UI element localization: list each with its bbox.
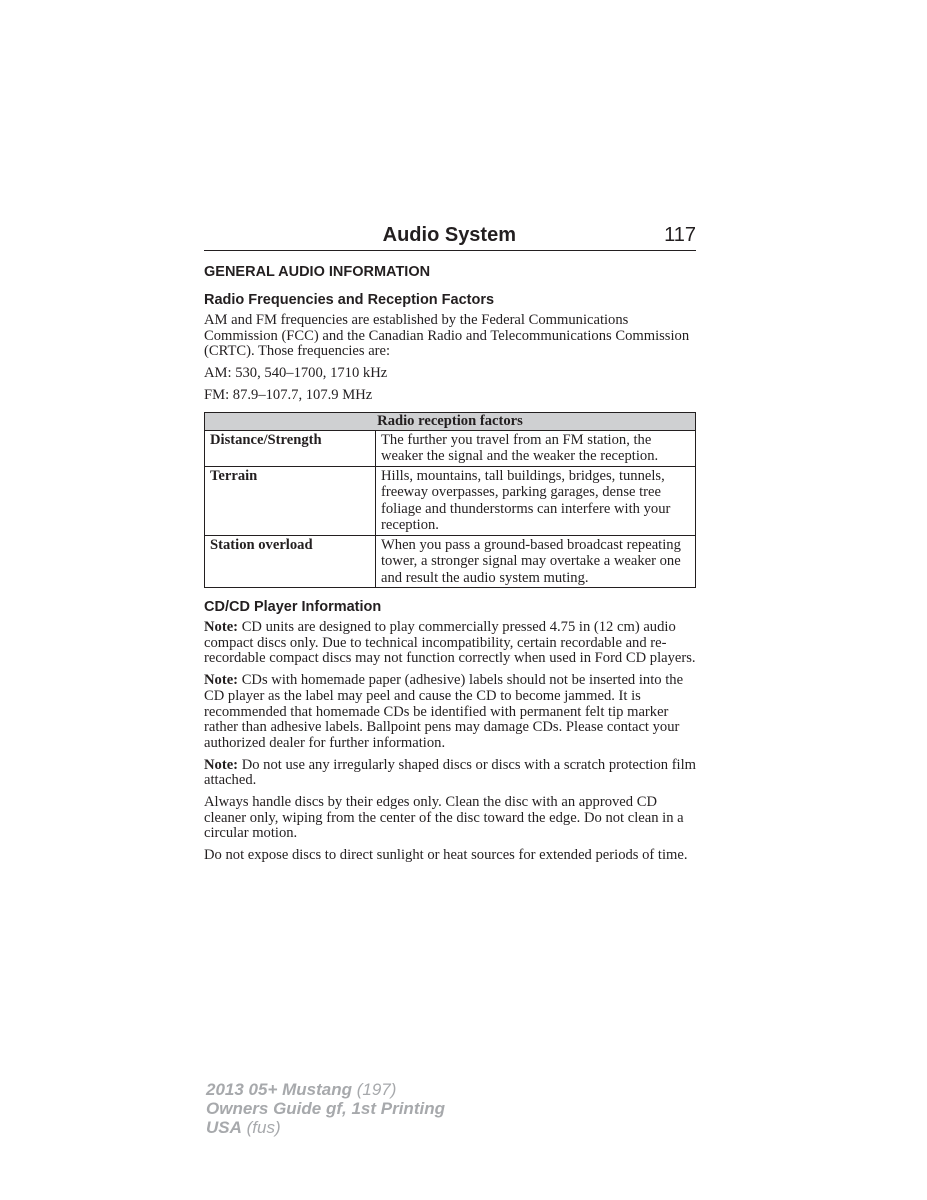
cd-subsection-title: CD/CD Player Information	[204, 599, 382, 616]
note-paragraph	[204, 620, 696, 667]
disc-handling-paragraph: Always handle discs by their edges only. Clean the disc with an approved CD cleaner only, wiping from the center of the disc toward the edge. Do not clean in a circular motion.	[204, 794, 684, 842]
table-header: Radio reception factors	[205, 412, 696, 430]
footer-market-code: (fus)	[241, 1118, 281, 1137]
footer-guide: Owners Guide gf, 1st Printing	[206, 1099, 445, 1118]
note-label: Note:	[204, 756, 239, 773]
note-label: Note:	[204, 619, 239, 636]
print-footer	[206, 1080, 445, 1137]
note-text: CD units are designed to play commercially pressed 4.75 in (12 cm) audio compact discs only. Due to technical incompatibility, certain recordable and re-recordable compact discs may not function correctly when used in Ford CD players.	[204, 619, 696, 667]
row-text: When you pass a ground-based broadcast repeating tower, a stronger signal may overtake a weaker one and result the audio system muting.	[376, 535, 696, 588]
radio-intro-paragraph: AM and FM frequencies are established by the Federal Communications Commission (FCC) and the Canadian Radio and Telecommunications Commission (CRTC). Those frequencies are:	[204, 312, 690, 360]
page-number: 117	[664, 224, 696, 246]
footer-model-code: (197)	[352, 1080, 397, 1099]
row-text: Hills, mountains, tall buildings, bridges, tunnels, freeway overpasses, parking garages, dense tree foliage and thunderstorms can interfere with your reception.	[376, 466, 696, 535]
chapter-title: Audio System	[382, 224, 516, 246]
note-paragraph	[204, 758, 696, 789]
section-title: GENERAL AUDIO INFORMATION	[204, 264, 431, 280]
reception-factors-table	[204, 412, 696, 589]
note-text: CDs with homemade paper (adhesive) labels should not be inserted into the CD player as the label may peel and cause the CD to become jammed. It is recommended that homemade CDs be identified with permanent felt tip marker rather than adhesive labels. Ballpoint pens may damage CDs. Please contact your authorized dealer for further information.	[204, 672, 684, 751]
disc-storage-paragraph: Do not expose discs to direct sunlight or heat sources for extended periods of time.	[204, 847, 688, 864]
footer-model: 2013 05+ Mustang	[206, 1080, 352, 1099]
page-content	[204, 222, 696, 870]
row-label: Distance/Strength	[205, 430, 376, 466]
am-frequencies: AM: 530, 540–1700, 1710 kHz	[204, 365, 388, 382]
footer-market: USA	[206, 1118, 242, 1137]
table-header-row	[205, 412, 696, 430]
radio-subsection-title: Radio Frequencies and Reception Factors	[204, 292, 495, 308]
page-header	[204, 222, 696, 251]
note-label: Note:	[204, 672, 239, 689]
note-text: Do not use any irregularly shaped discs or discs with a scratch protection film attached.	[204, 756, 697, 789]
fm-frequencies: FM: 87.9–107.7, 107.9 MHz	[204, 386, 373, 403]
row-label: Terrain	[205, 466, 376, 535]
row-label: Station overload	[205, 535, 376, 588]
row-text: The further you travel from an FM station, the weaker the signal and the weaker the reception.	[376, 430, 696, 466]
table-row	[205, 535, 696, 588]
table-row	[205, 466, 696, 535]
note-paragraph	[204, 673, 696, 752]
table-row	[205, 430, 696, 466]
